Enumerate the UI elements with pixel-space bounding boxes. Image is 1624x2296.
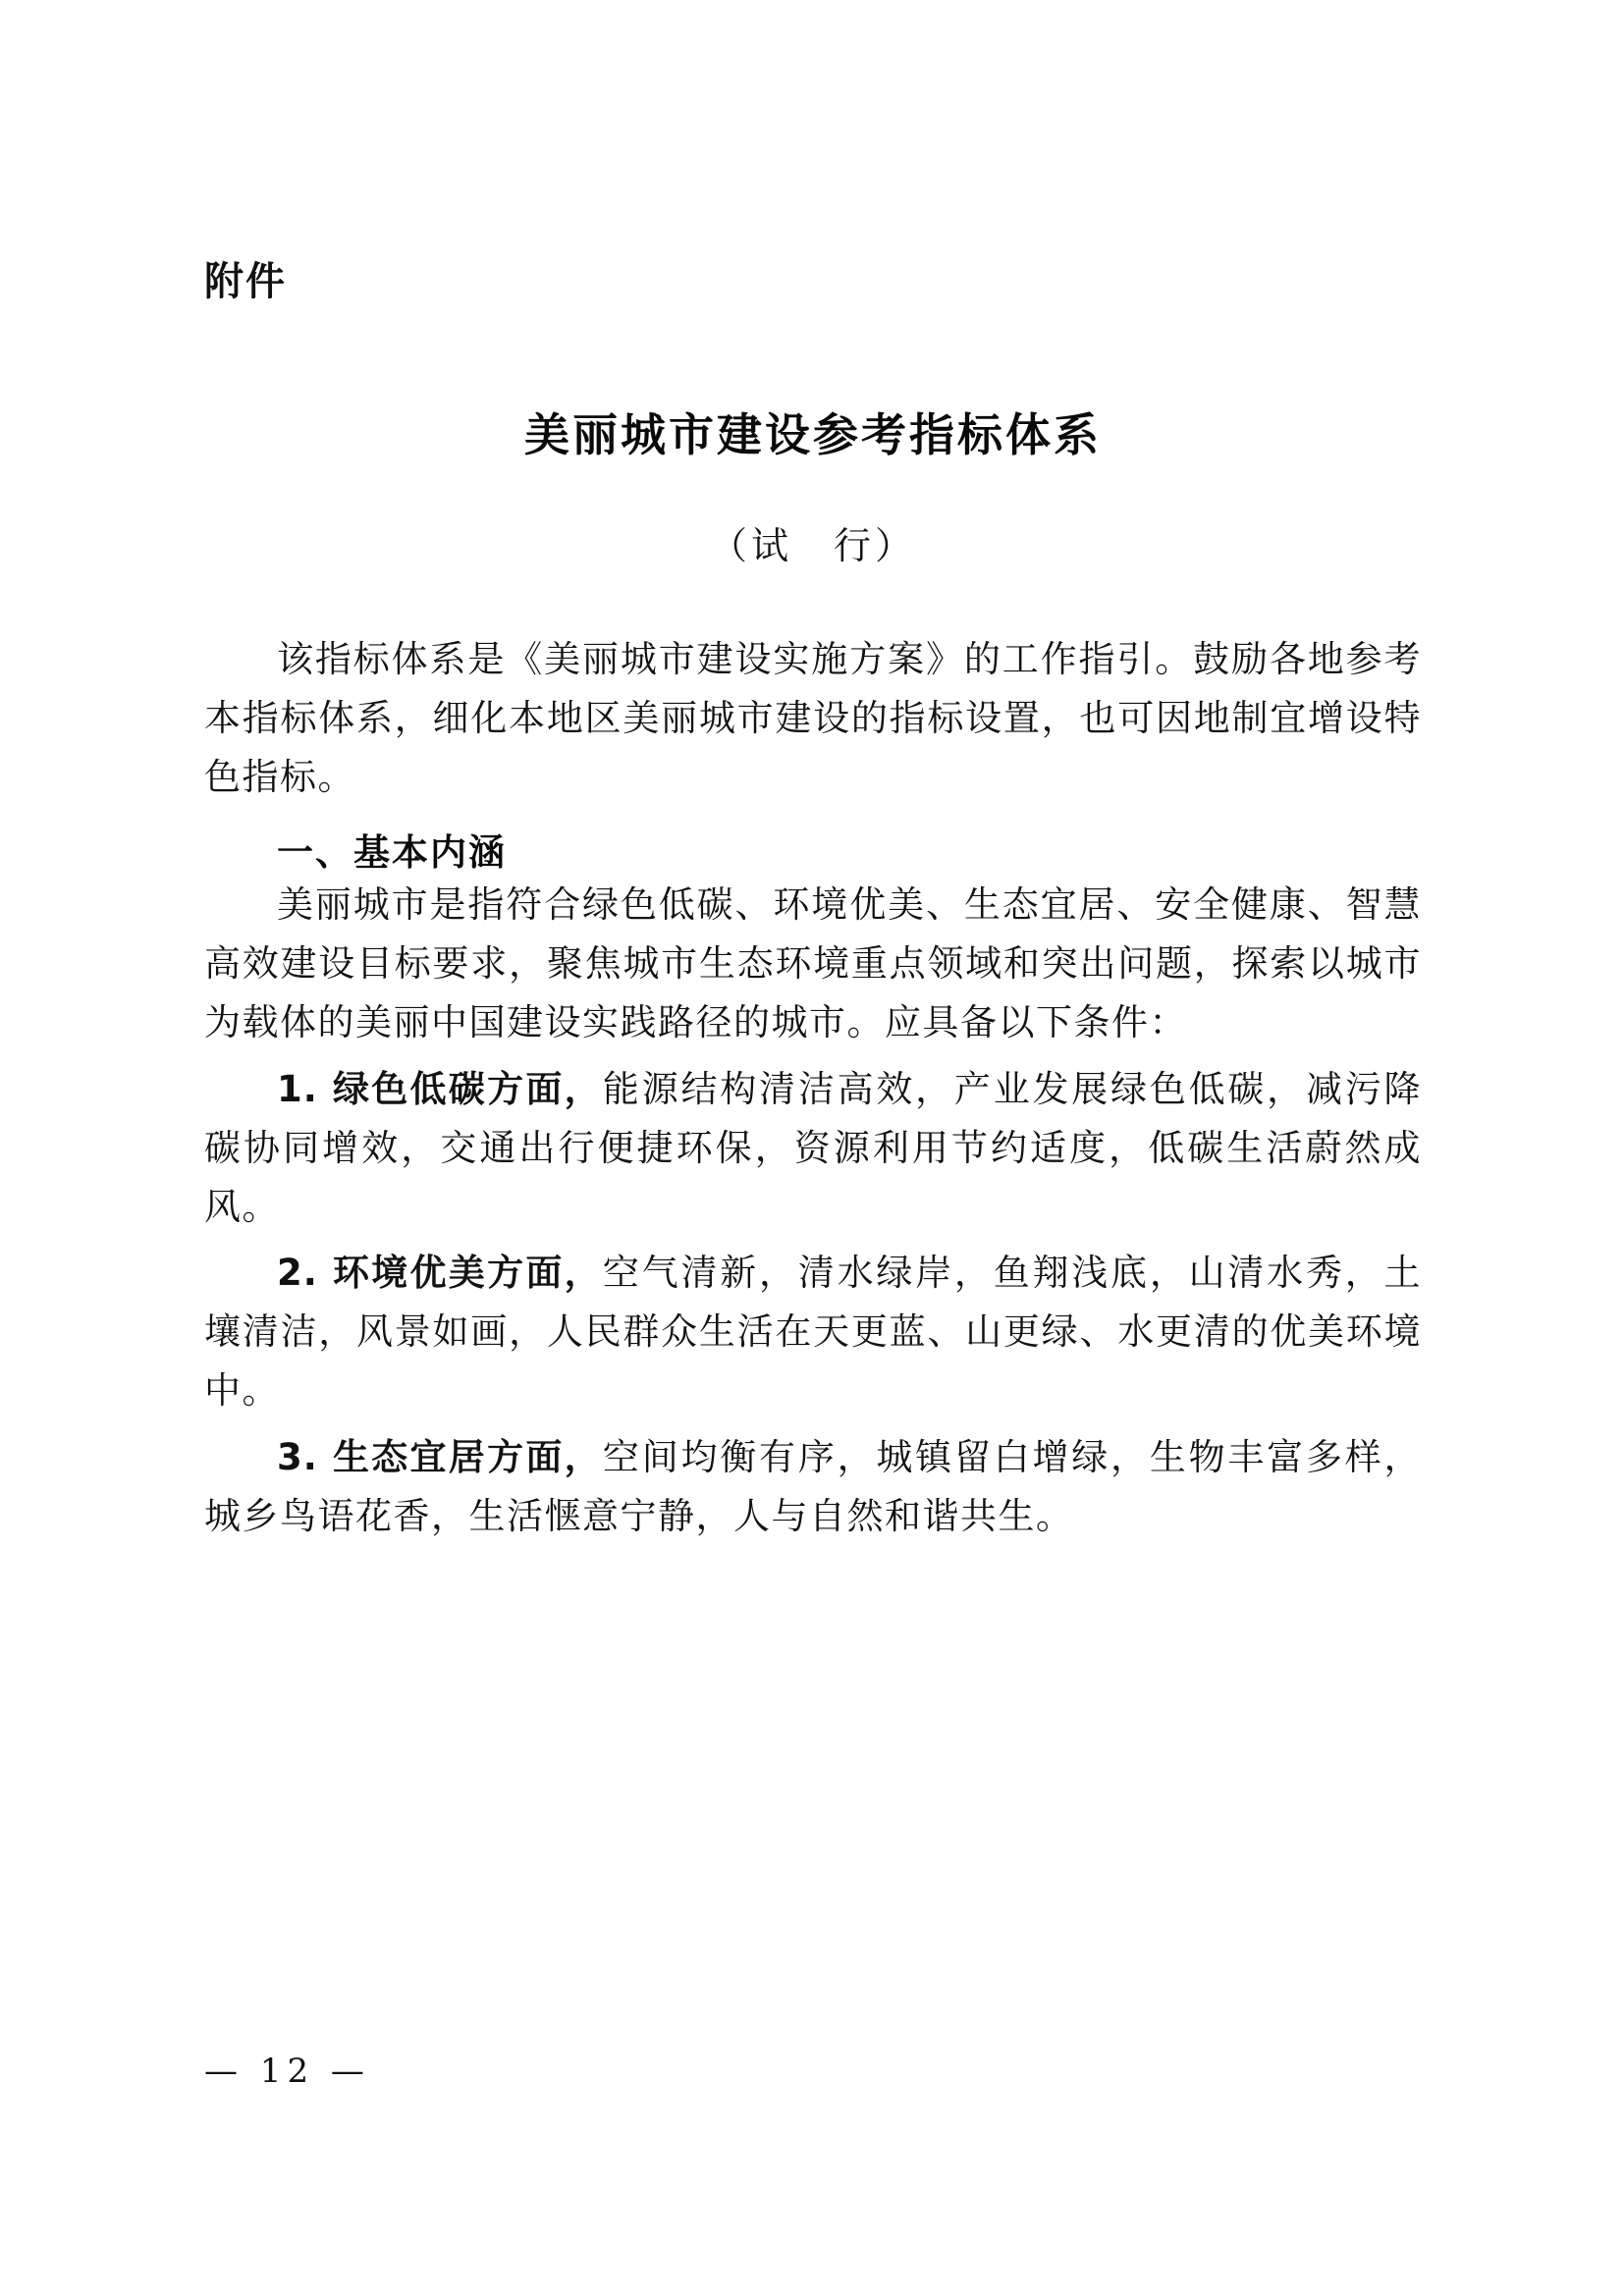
list-item-text: 能源结构清洁高效，产业发展绿色低碳，减污降碳协同增效，交通出行便捷环保，资源利用节约适度，低碳生活蔚然成风。 (204, 1067, 1423, 1228)
page-content (204, 0, 1422, 1546)
list-item-lead: 3. 生态宜居方面， (277, 1436, 603, 1479)
list-item (204, 1428, 1422, 1546)
list-item-lead: 2. 环境优美方面， (277, 1252, 603, 1295)
page-title: 美丽城市建设参考指标体系 (524, 408, 1102, 461)
document-subtitle: （试 行） (709, 524, 916, 567)
document-body (204, 630, 1422, 1546)
list-item (204, 1244, 1422, 1420)
list-item-text: 空间均衡有序，城镇留白增绿，生物丰富多样，城乡鸟语花香，生活惬意宁静，人与自然和谐共生。 (204, 1436, 1423, 1538)
list-item-lead: 1. 绿色低碳方面， (277, 1067, 603, 1110)
section-heading-basic-connotation: 一、基本内涵 (277, 830, 507, 874)
section-1-paragraph: 美丽城市是指符合绿色低碳、环境优美、生态宜居、安全健康、智慧高效建设目标要求，聚焦城市生态环境重点领域和突出问题，探索以城市为载体的美丽中国建设实践路径的城市。应具备以下条件： (204, 882, 1422, 1043)
intro-paragraph: 该指标体系是《美丽城市建设实施方案》的工作指引。鼓励各地参考本指标体系，细化本地区美丽城市建设的指标设置，也可因地制宜增设特色指标。 (204, 638, 1422, 798)
list-item (204, 1060, 1422, 1237)
list-item-text: 空气清新，清水绿岸，鱼翔浅底，山清水秀，土壤清洁，风景如画，人民群众生活在天更蓝、山更绿、水更清的优美环境中。 (204, 1252, 1423, 1413)
attachment-label: 附件 (204, 259, 287, 304)
page-number: — 12 — (204, 2052, 370, 2091)
